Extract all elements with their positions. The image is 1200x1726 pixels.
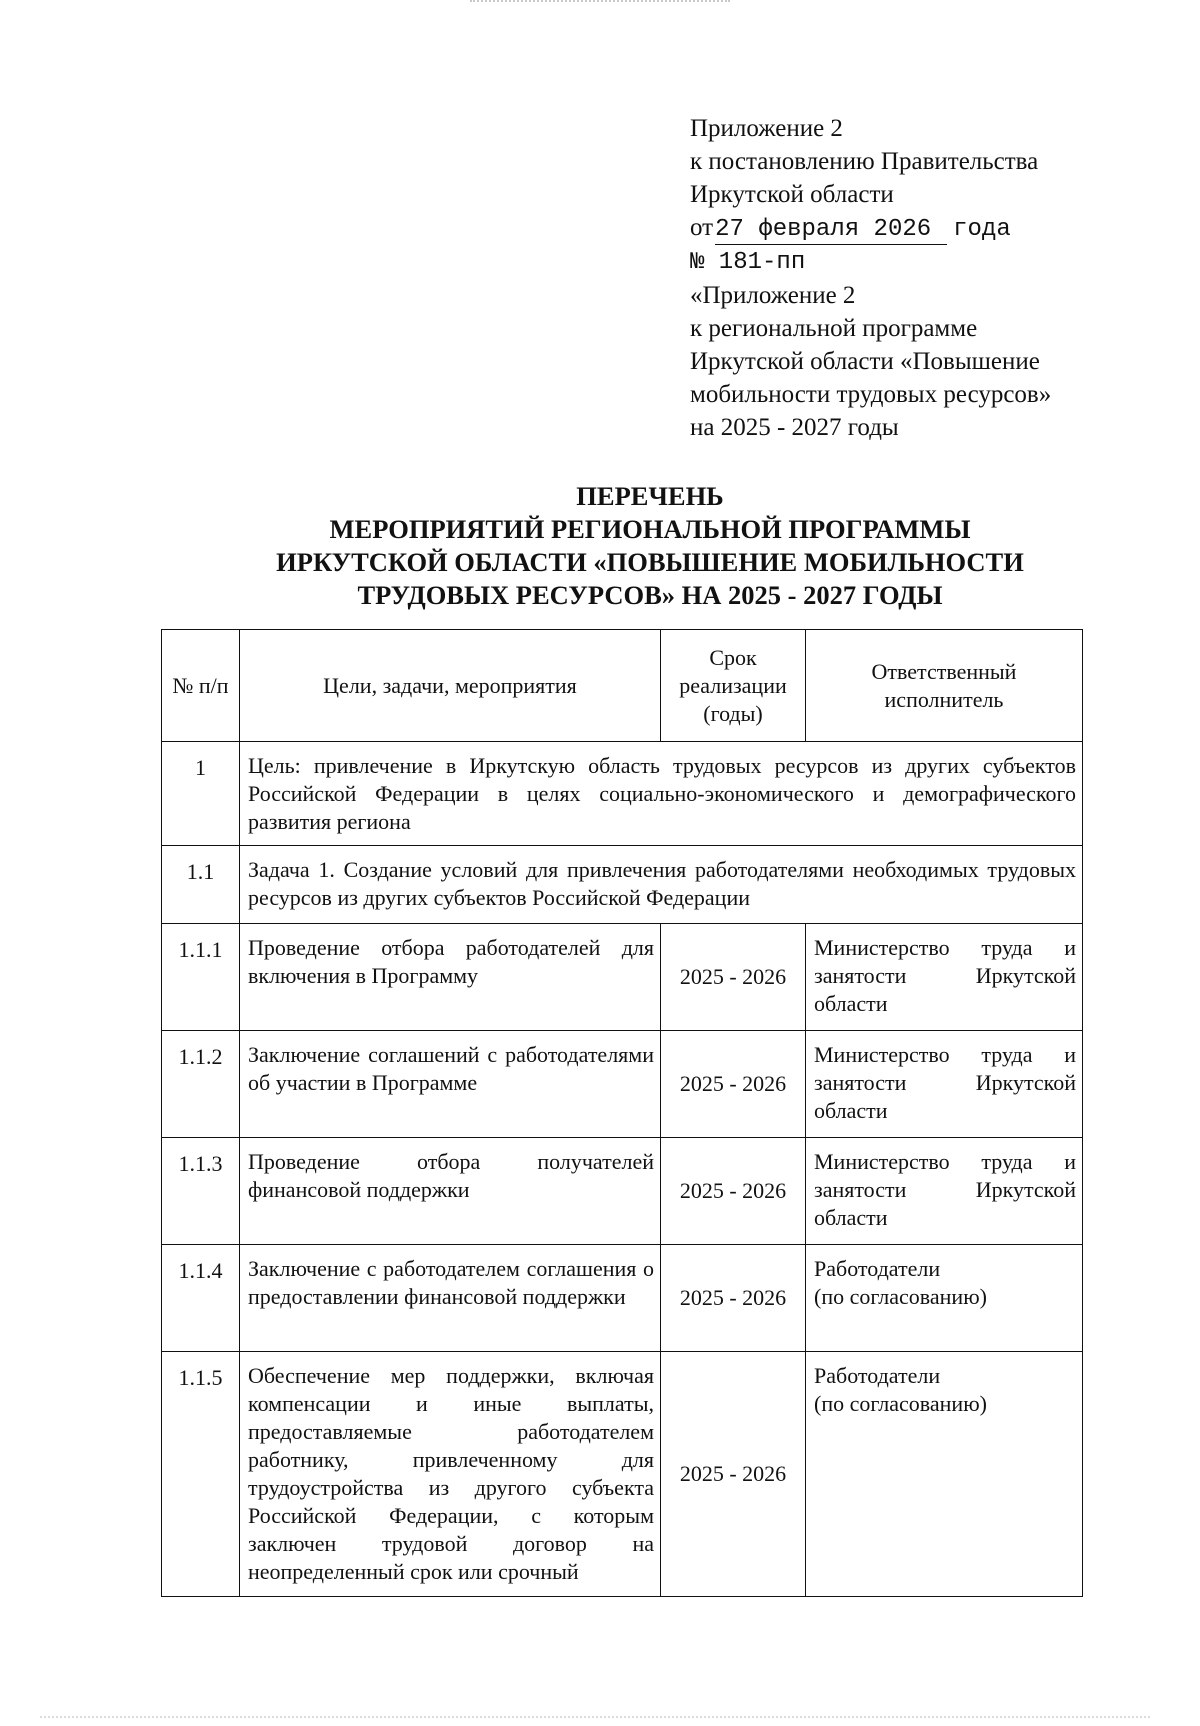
row-num: 1.1.1 (162, 924, 240, 1031)
goal-text: Цель: привлечение в Иркутскую область трудовых ресурсов из других субъектов Российской Федерации в целях социально-экономического и демографического развития региона (240, 742, 1083, 846)
header-goal: Цели, задачи, мероприятия (240, 630, 661, 742)
measure-text: Заключение соглашений с работодателями об участии в Программе (240, 1031, 661, 1138)
row-num: 1.1 (162, 846, 240, 924)
header-line-decree: к постановлению Правительства (690, 148, 1039, 175)
header-term: Срок реализации (годы) (661, 630, 806, 742)
table-row-task (162, 846, 1083, 924)
date-value: 27 февраля 2026 (715, 216, 947, 245)
measure-text: Заключение с работодателем соглашения о предоставлении финансовой поддержки (240, 1245, 661, 1352)
quote-line-region: Иркутской области «Повышение (690, 348, 1040, 375)
row-num: 1.1.2 (162, 1031, 240, 1138)
responsible-line-1: Работодатели (814, 1363, 941, 1388)
measure-years: 2025 - 2026 (661, 1138, 806, 1245)
task-text: Задача 1. Создание условий для привлечения работодателями необходимых трудовых ресурсов из других субъектов Российской Федерации (240, 846, 1083, 924)
header-responsible: Ответственный исполнитель (806, 630, 1083, 742)
table-row-goal (162, 742, 1083, 846)
title-line-1: ПЕРЕЧЕНЬ (576, 481, 724, 511)
header-line-date (690, 211, 1150, 246)
header-line-region: Иркутской области (690, 181, 894, 208)
measure-responsible (806, 1352, 1083, 1597)
header-line-appendix: Приложение 2 (690, 115, 843, 142)
document-title (160, 480, 1140, 612)
quote-line-appendix: «Приложение 2 (690, 282, 856, 309)
quote-line-mobility: мобильности трудовых ресурсов» (690, 381, 1052, 408)
measure-responsible: Министерство труда и занятости Иркутской области (806, 1138, 1083, 1245)
table-row (162, 1138, 1083, 1245)
row-num: 1 (162, 742, 240, 846)
measure-text: Проведение отбора получателей финансовой поддержки (240, 1138, 661, 1245)
measure-years: 2025 - 2026 (661, 1245, 806, 1352)
measure-years: 2025 - 2026 (661, 924, 806, 1031)
date-prefix: от (690, 214, 714, 241)
row-num: 1.1.5 (162, 1352, 240, 1597)
table-row (162, 1245, 1083, 1352)
responsible-line-2: (по согласованию) (814, 1391, 987, 1416)
row-num: 1.1.4 (162, 1245, 240, 1352)
header-num: № п/п (162, 630, 240, 742)
row-num: 1.1.3 (162, 1138, 240, 1245)
table-row (162, 1031, 1083, 1138)
responsible-line-1: Работодатели (814, 1256, 941, 1281)
measure-years: 2025 - 2026 (661, 1031, 806, 1138)
measure-responsible (806, 1245, 1083, 1352)
title-line-2: МЕРОПРИЯТИЙ РЕГИОНАЛЬНОЙ ПРОГРАММЫ (329, 514, 971, 544)
title-line-4: ТРУДОВЫХ РЕСУРСОВ» НА 2025 - 2027 ГОДЫ (357, 580, 943, 610)
table-header-row (162, 630, 1083, 742)
title-line-3: ИРКУТСКОЙ ОБЛАСТИ «ПОВЫШЕНИЕ МОБИЛЬНОСТИ (276, 547, 1024, 577)
quote-line-program: к региональной программе (690, 315, 978, 342)
measure-years: 2025 - 2026 (661, 1352, 806, 1597)
date-suffix: года (953, 216, 1011, 243)
quote-line-years: на 2025 - 2027 годы (690, 414, 899, 441)
measure-text: Обеспечение мер поддержки, включая компенсации и иные выплаты, предоставляемые работодателем работнику, привлеченному для трудоустройства из другого субъекта Российской Федерации, с которым заключен трудовой договор на неопределенный срок или срочный (240, 1352, 661, 1597)
table-row (162, 1352, 1083, 1597)
table-row (162, 924, 1083, 1031)
responsible-line-2: (по согласованию) (814, 1284, 987, 1309)
decree-number: № 181-пп (690, 249, 806, 276)
measure-responsible: Министерство труда и занятости Иркутской области (806, 924, 1083, 1031)
measure-responsible: Министерство труда и занятости Иркутской области (806, 1031, 1083, 1138)
appendix-header (690, 112, 1150, 444)
scan-artifact-bottom (40, 1716, 1150, 1722)
measures-table (161, 629, 1083, 1597)
measure-text: Проведение отбора работодателей для включения в Программу (240, 924, 661, 1031)
scan-artifact-top (470, 0, 730, 8)
